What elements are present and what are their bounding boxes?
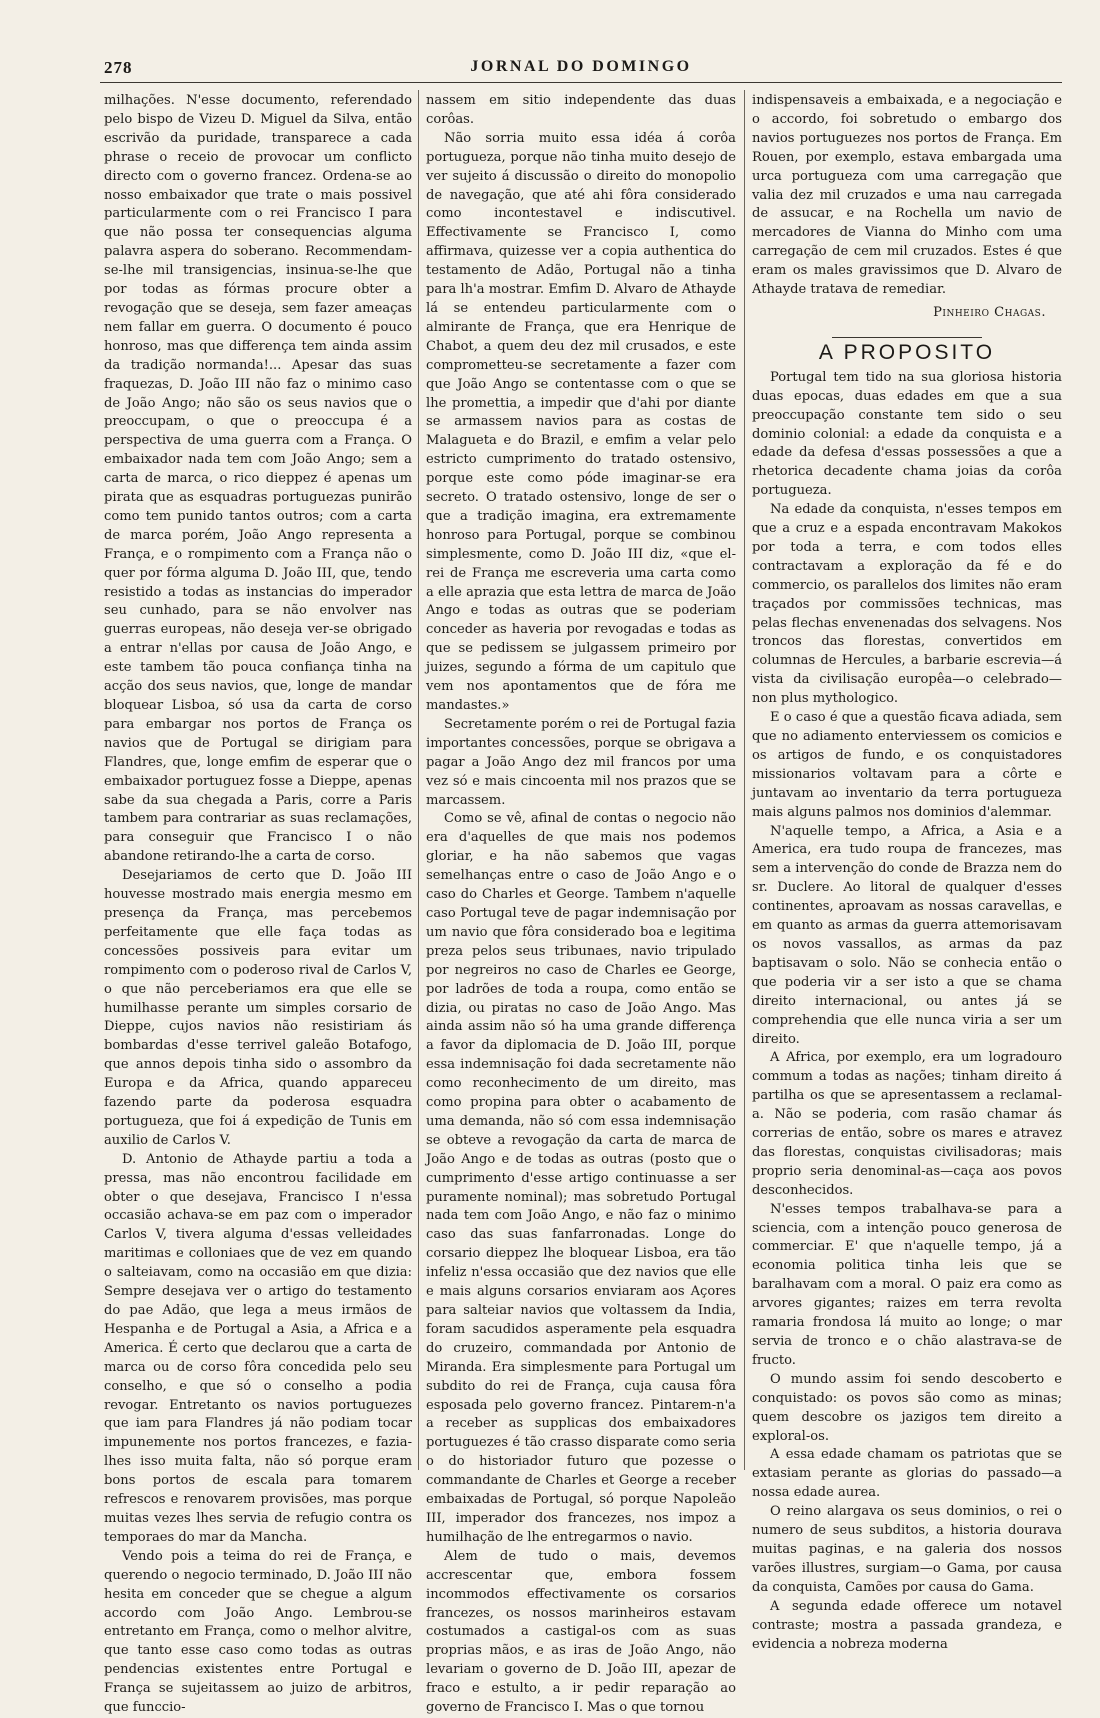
- paragraph: Desejariamos de certo que D. João III houvesse mostrado mais energia mesmo em presença da França, mas percebemos perfeitamente que elle faça todas as concessões possiveis para evitar um rompimento com o poderoso rival de Carlos V, o que não perceberiamos era que elle se humilhasse perante um simples corsario de Dieppe, cujos navios não resistiriam ás bombardas d'esse terrivel galeão Botafogo, que annos depois tinha sido o assombro da Europa e da Africa, quando appareceu fazendo parte da poderosa esquadra portugueza, que foi á expedição de Tunis em auxilio de Carlos V.: [104, 868, 412, 1148]
- header-rule: [100, 82, 1062, 83]
- paragraph: Na edade da conquista, n'esses tempos em que a cruz e a espada encontravam Makokos por toda a terra, e com todos elles contractavam a exploração da fé e do commercio, os parallelos dos limites não eram traçados por commissões technicas, mas pelas flechas envenenadas dos selvagens. Nos troncos das florestas, convertidos em columnas de Hercules, a barbarie escrevia—á vista da civilisação europêa—o celebrado—non plus mythologico.: [752, 502, 1062, 707]
- paragraph: A segunda edade offerece um notavel contraste; mostra a passada grandeza, e evidencia a nobreza moderna: [752, 1598, 1062, 1652]
- paragraph: E o caso é que a questão ficava adiada, sem que no adiamento enterviessem os comicios e os artigos de fundo, e os conquistadores missionarios voltavam para a côrte e juntavam ao inventario da terra portugueza mais alguns palmos nos dominios d'alemmar.: [752, 710, 1062, 820]
- paragraph: nassem em sitio independente das duas corôas.: [426, 93, 736, 127]
- paragraph: Não sorria muito essa idéa á corôa portugueza, porque não tinha muito desejo de ver sujeito á discussão o direito do monopolio de navegação, que até ahi fôra considerado como incontestavel e indiscutivel. Effectivamente se Francisco I, como affirmava, quizesse ver a copia authentica do testamento de Adão, Portugal não a tinha para lh'a mostrar. Emfim D. Alvaro de Athayde lá se entendeu particularmente com o almirante de França, que era Henrique de Chabot, a quem deu dez mil crusados, e este comprometteu-se secretamente a fazer com que João Ango se contentasse com o que se lhe promettia, a impedir que d'ahi por diante se armassem navios para as costas de Malagueta e do Brazil, e emfim a velar pelo estricto cumprimento do tratado ostensivo, porque este como póde imaginar-se era secreto. O tratado ostensivo, longe de ser o que a tradição imagina, era extremamente honroso para Portugal, porque se combinou simplesmente, como D. João III diz, «que el-rei de França me escreveria uma carta como a elle aprazia que esta lettra de marca de João Ango e todas as outras que se poderiam conceder as haveria por revogadas e todas as que se pedissem se julgassem primeiro por juizes, segundo a fórma de um capitulo que vem nos apontamentos que de fóra me mandastes.»: [426, 130, 736, 713]
- paragraph: O reino alargava os seus dominios, o rei o numero de seus subditos, a historia dourava muitas paginas, e na galeria dos nossos varões illustres, surgiam—o Gama, por causa da conquista, Camões por causa do Gama.: [752, 1504, 1062, 1595]
- column-divider-2: [744, 90, 745, 1470]
- paragraph: A Africa, por exemplo, era um logradouro commum a todas as nações; tinham direito á partilha os que se apresentassem a reclamal-a. Não se poderia, com rasão chamar ás correrias de então, sobre os mares e atravez das florestas, conquistas civilisadoras; mais proprio seria denominal-as—caça aos povos desconhecidos.: [752, 1050, 1062, 1198]
- page-header: [100, 58, 1062, 80]
- paragraph: Como se vê, afinal de contas o negocio não era d'aquelles de que mais nos podemos gloriar, e ha não sabemos que vagas semelhanças entre o caso de João Ango e o caso do Charles et George. Tambem n'aquelle caso Portugal teve de pagar indemnisação por um navio que fôra considerado boa e legitima preza pelos seus tribunaes, navio tripulado por negreiros no caso de Charles ee George, por ladrões de toda a roupa, como então se dizia, ou piratas no caso de João Ango. Mas ainda assim não só ha uma grande differença a favor da diplomacia de D. João III, porque essa indemnisação foi dada secretamente não como reconhecimento de um direito, mas como propina para obter o acabamento de uma demanda, não só com essa indemnisação se obteve a revogação da carta de marca de João Ango e de todas as outras (posto que o cumprimento d'esse artigo continuasse a ser puramente nominal); mas sobretudo Portugal nada tem com João Ango, e não faz o minimo caso das suas fanfarronadas. Longe do corsario dieppez lhe bloquear Lisboa, era tão infeliz n'essa occasião que dez navios que elle e mais alguns corsarios enviaram aos Açores para salteiar navios que voltassem da India, foram sacudidos asperamente pela esquadra do cruzeiro, commandada por Antonio de Miranda. Era simplesmente para Portugal um subdito do rei de França, cuja causa fôra esposada pelo governo francez. Pintarem-n'a a receber as supplicas dos embaixadores portuguezes é tão crasso disparate como seria o do historiador futuro que pozesse o commandante de Charles et George a receber embaixadas de Portugal, só porque Napoleão III, imperador dos francezes, nos impoz a humilhação de lhe entregarmos o navio.: [426, 811, 736, 1545]
- paragraph: D. Antonio de Athayde partiu a toda a pressa, mas não encontrou facilidade em obter o que desejava, Francisco I n'essa occasião achava-se em paz com o imperador Carlos V, tivera alguma d'essas velleidades maritimas e colloniaes que de vez em quando o salteiavam, como na occasião em que dizia: Sempre desejava ver o artigo do testamento do pae Adão, que lega a meus irmãos de Hespanha e de Portugal a Asia, a Africa e a America. É certo que declarou que a carta de marca ou de corso fôra concedida pelo seu conselho, e que só o conselho a podia revogar. Entretanto os navios portuguezes que iam para Flandres já não podiam tocar impunemente nos portos francezes, e fazia-lhes isso muita falta, não só porque eram bons portos de escala para tomarem refrescos e renovarem provisões, mas porque muitas vezes lhes servia de refugio contra os temporaes do mar da Mancha.: [104, 1151, 412, 1545]
- running-head: JORNAL DO DOMINGO: [470, 58, 692, 75]
- paragraph: O mundo assim foi sendo descoberto e conquistado: os povos são como as minas; quem descobre os jazigos tem direito a exploral-os.: [752, 1371, 1062, 1444]
- section-title: A PROPOSITO: [818, 340, 996, 364]
- page-number: 278: [104, 58, 133, 77]
- paragraph: Portugal tem tido na sua gloriosa historia duas epocas, duas edades em que a sua preoccupação constante tem sido o seu dominio colonial: a edade da conquista e a edade da defesa d'essas possessões a que a rhetorica decadente chama joias da corôa portugueza.: [752, 369, 1062, 499]
- paragraph: milhações. N'esse documento, referendado pelo bispo de Vizeu D. Miguel da Silva, então escrivão da puridade, transparece a cada phrase o receio de provocar um conflicto directo com o governo francez. Ordena-se ao nosso embaixador que trate o mais possivel particularmente com o rei Francisco I para que não possa ter consequencias alguma palavra aspera do soberano. Recommendam-se-lhe mil transigencias, insinua-se-lhe que por todas as fórmas procure obter a revogação que se deseja, sem fazer ameaças nem fallar em guerra. O documento é pouco honroso, mas que differença tem ainda assim da tradição normanda!... Apesar das suas fraquezas, D. João III não faz o minimo caso de João Ango; não são os seus navios que o preoccupam, o que o preoccupa é a perspectiva de uma guerra com a França. O embaixador nada tem com João Ango; sem a carta de marca, o rico dieppez é apenas um pirata que as esquadras portuguezas punirão como tem punido tantos outros; com a carta de marca porém, João Ango representa a França, e o rompimento com a França não o quer por fórma alguma D. João III, que, tendo resistido a todas as instancias do imperador seu cunhado, para se não envolver nas guerras europeas, não deseja ver-se obrigado a entrar n'ellas por causa de João Ango, e este tambem tão pouca confiança tinha na acção dos seus navios, que, longe de mandar bloquear Lisboa, só usa da carta de corso para embargar nos portos de França os navios que de Portugal se dirigiam para Flandres, que, longe emfim de esperar que o embaixador portuguez fosse a Dieppe, apenas sabe da sua chegada a Paris, corre a Paris tambem para contrariar as suas reclamações, para conseguir que Francisco I o não abandone retirando-lhe a carta de corso.: [104, 93, 412, 865]
- paragraph: Alem de tudo o mais, devemos accrescentar que, embora fossem incommodos effectivamente os corsarios francezes, os nossos marinheiros estavam costumados a castigal-os com as suas proprias mãos, e as iras de João Ango, não levariam o governo de D. João III, apezar de fraco e estulto, a ir pedir reparação ao governo de Francisco I. Mas o que tornou: [426, 1548, 736, 1716]
- paragraph: Vendo pois a teima do rei de França, e querendo o negocio terminado, D. João III não hesita em conceder que se chegue a algum accordo com João Ango. Lembrou-se entretanto em França, como o melhor alvitre, que tanto esse caso como todas as outras pendencias existentes entre Portugal e França se sujeitassem ao juizo de arbitros, que funccio-: [104, 1548, 412, 1716]
- author-signature: Pinheiro Chagas.: [933, 304, 1046, 320]
- paragraph: Secretamente porém o rei de Portugal fazia importantes concessões, porque se obrigava a pagar a João Ango dez mil francos por uma vez só e mais cincoenta mil nos prazos que se marcassem.: [426, 716, 736, 808]
- column-2: [426, 92, 736, 1718]
- paragraph: N'esses tempos trabalhava-se para a sciencia, com a intenção pouco generosa de commerciar. E' que n'aquelle tempo, já a economia politica tinha leis que se baralhavam com a moral. O paiz era como as arvores gigantes; raizes em terra revolta ramaria frondosa lá muito ao longe; o mar servia de tronco e o chão alastrava-se de fructo.: [752, 1201, 1062, 1368]
- paragraph: indispensaveis a embaixada, e a negociação e o accordo, foi sobretudo o embargo dos navios portuguezes nos portos de França. Em Rouen, por exemplo, estava embargada uma urca portugueza com uma carregação que valia dez mil cruzados e uma nau carregada de assucar, e na Rochella um navio de mercadores de Vianna do Minho com uma carregação de cem mil cruzados. Estes é que eram os males gravissimos que D. Alvaro de Athayde tratava de remediar.: [752, 93, 1062, 298]
- paragraph: N'aquelle tempo, a Africa, a Asia e a America, era tudo roupa de francezes, mas sem a intervenção do conde de Brazza nem do sr. Duclere. Ao litoral de qualquer d'esses continentes, aproavam as nossas caravellas, e em quanto as armas da guerra attemorisavam os novos vassallos, as armas da paz baptisavam o solo. Não se conhecia então o que poderia vir a ser isto a que se chama direito internacional, ou antes já se comprehendia que elle nunca viria a ser um direito.: [752, 823, 1062, 1047]
- column-1: [104, 92, 412, 1718]
- column-divider-1: [418, 90, 419, 1470]
- paragraph: A essa edade chamam os patriotas que se extasiam perante as glorias do passado—a nossa edade aurea.: [752, 1447, 1062, 1501]
- column-3: [752, 92, 1062, 1654]
- section-divider: [832, 337, 982, 338]
